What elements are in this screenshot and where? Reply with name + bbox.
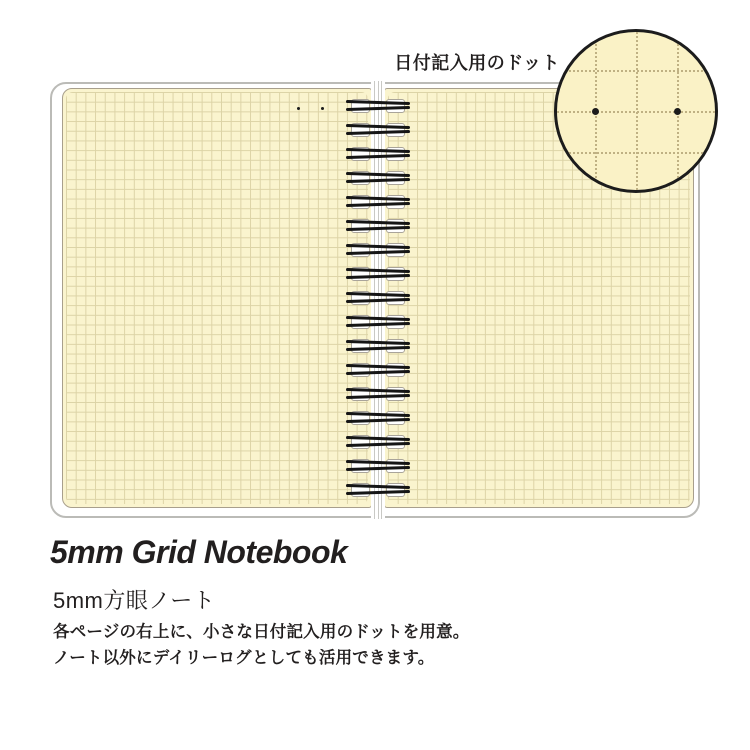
binding-ring: [344, 218, 412, 234]
binding-ring: [344, 434, 412, 450]
binding-ring: [344, 338, 412, 354]
product-title-ja: 5mm方眼ノート: [53, 588, 216, 613]
binding-ring: [344, 266, 412, 282]
magnifier-circle: [554, 29, 718, 193]
binding-ring: [344, 410, 412, 426]
binding-ring: [344, 170, 412, 186]
binding-ring: [344, 122, 412, 138]
binding-ring: [344, 314, 412, 330]
binding-ring: [344, 194, 412, 210]
product-description: [53, 620, 470, 671]
magnified-date-dot: [592, 108, 599, 115]
description-line: 各ページの右上に、小さな日付記入用のドットを用意。: [53, 623, 470, 641]
binding-ring: [344, 482, 412, 498]
callout-label: 日付記入用のドット: [394, 53, 560, 73]
magnified-grid-line: [557, 152, 715, 154]
product-title-en: 5mm Grid Notebook: [50, 534, 348, 570]
binding-ring: [344, 290, 412, 306]
binding-ring: [344, 242, 412, 258]
magnified-grid-line: [557, 111, 715, 113]
binding-ring: [344, 458, 412, 474]
magnified-date-dot: [674, 108, 681, 115]
magnified-grid-line: [557, 70, 715, 72]
description-line: ノート以外にデイリーログとしても活用できます。: [53, 648, 435, 667]
binding-ring: [344, 362, 412, 378]
binding-ring: [344, 386, 412, 402]
binding-ring: [344, 98, 412, 114]
binding-ring: [344, 146, 412, 162]
